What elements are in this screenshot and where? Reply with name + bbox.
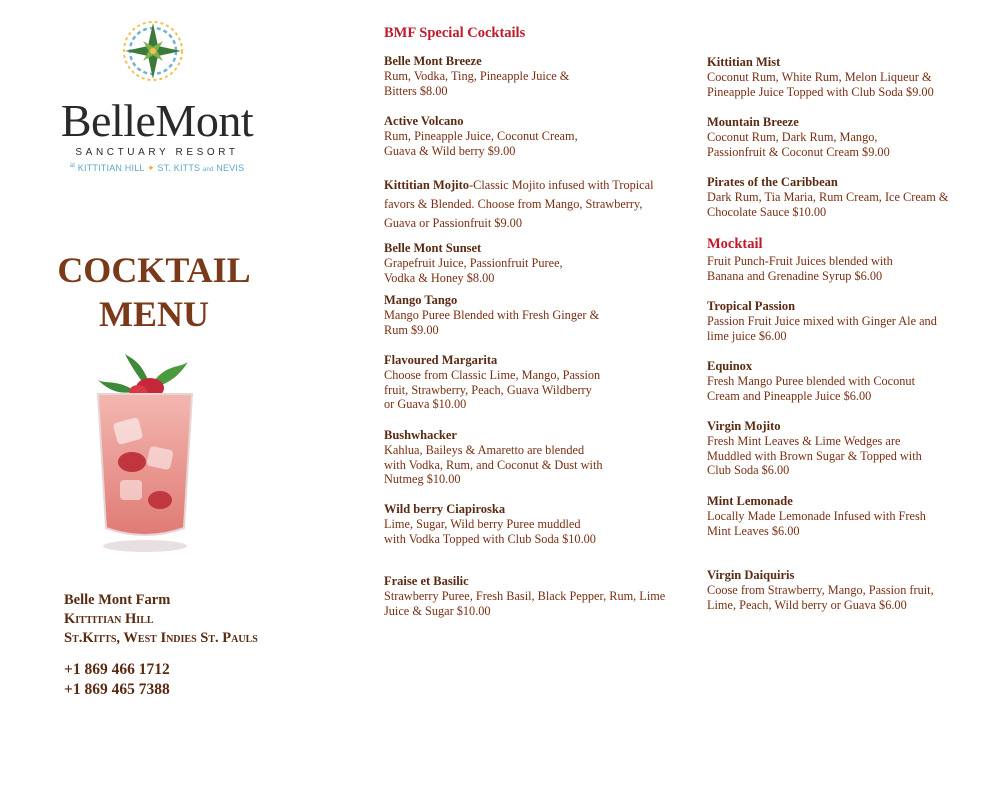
address-line-2: Kittitian Hill — [64, 611, 154, 627]
item-description: Lime, Sugar, Wild berry Puree muddled with Vodka Topped with Club Soda $10.00 — [384, 517, 596, 546]
menu-title — [30, 248, 278, 336]
address-line-3: St.Kitts, West Indies St. Pauls — [64, 630, 258, 646]
menu-item — [384, 428, 664, 487]
menu-item — [707, 419, 987, 478]
menu-item — [707, 115, 987, 159]
brand-location-and: and — [202, 167, 214, 173]
item-description: Dark Rum, Tia Maria, Rum Cream, Ice Cream & Chocolate Sauce $10.00 — [707, 190, 949, 219]
address-line-1: Belle Mont Farm — [64, 592, 171, 608]
item-name: Tropical Passion — [707, 299, 796, 313]
item-description: Strawberry Puree, Fresh Basil, Black Pepper, Rum, Lime Juice & Sugar $10.00 — [384, 589, 666, 618]
menu-item — [384, 574, 664, 618]
phone-number-2: +1 869 465 7388 — [64, 681, 170, 698]
item-name: Kittitian Mist — [707, 55, 781, 69]
brand-location — [46, 163, 268, 174]
mocktail-heading: Mocktail — [707, 236, 763, 252]
compass-star-logo-icon — [120, 18, 186, 84]
item-description: Rum, Pineapple Juice, Coconut Cream, Guava & Wild berry $9.00 — [384, 129, 578, 158]
brand-location-hill: KITTITIAN HILL — [77, 163, 145, 173]
item-name: Belle Mont Sunset — [384, 241, 482, 255]
menu-title-line2: MENU — [99, 294, 209, 334]
item-name: Mint Lemonade — [707, 494, 793, 508]
item-description: Mango Puree Blended with Fresh Ginger & Rum $9.00 — [384, 308, 600, 337]
menu-item — [707, 299, 987, 343]
star-icon: ✦ — [146, 163, 155, 173]
brand-subtitle: SANCTUARY RESORT — [75, 147, 239, 158]
item-description: Fresh Mango Puree blended with Coconut Cream and Pineapple Juice $6.00 — [707, 374, 915, 403]
item-name: Bushwhacker — [384, 428, 457, 442]
item-description: Fruit Punch-Fruit Juices blended with Banana and Grenadine Syrup $6.00 — [707, 254, 893, 283]
item-name: Virgin Daiquiris — [707, 568, 795, 582]
item-description: Rum, Vodka, Ting, Pineapple Juice & Bitters $8.00 — [384, 69, 570, 98]
item-description: Grapefruit Juice, Passionfruit Puree, Vodka & Honey $8.00 — [384, 256, 563, 285]
item-description: Kahlua, Baileys & Amaretto are blended with Vodka, Rum, and Coconut & Dust with Nutmeg $10.00 — [384, 443, 603, 486]
menu-item — [707, 254, 987, 283]
item-name: Active Volcano — [384, 114, 464, 128]
item-description: Fresh Mint Leaves & Lime Wedges are Muddled with Brown Sugar & Topped with Club Soda $6.00 — [707, 434, 922, 477]
item-name: Fraise et Basilic — [384, 574, 469, 588]
menu-item — [707, 359, 987, 403]
special-cocktails-heading: BMF Special Cocktails — [384, 25, 526, 41]
cocktail-glass-image — [70, 350, 220, 560]
item-name: Kittitian Mojito — [384, 178, 470, 192]
menu-item — [707, 568, 987, 612]
item-name: Equinox — [707, 359, 753, 373]
item-description: Coconut Rum, White Rum, Melon Liqueur & Pineapple Juice Topped with Club Soda $9.00 — [707, 70, 934, 99]
menu-item — [707, 175, 987, 219]
menu-item — [384, 241, 664, 285]
menu-item — [384, 174, 664, 231]
menu-item — [384, 114, 664, 158]
item-description: Choose from Classic Lime, Mango, Passion fruit, Strawberry, Peach, Guava Wildberry or Guava $10.00 — [384, 368, 601, 411]
phone-number-1: +1 869 466 1712 — [64, 661, 170, 678]
menu-item — [384, 353, 664, 412]
menu-item — [384, 293, 664, 337]
item-name: Mountain Breeze — [707, 115, 799, 129]
item-name: Mango Tango — [384, 293, 458, 307]
menu-item — [707, 494, 987, 538]
menu-item — [384, 54, 664, 98]
brand-location-kitts: ST. KITTS — [157, 163, 201, 173]
item-name: Virgin Mojito — [707, 419, 781, 433]
item-description: Passion Fruit Juice mixed with Ginger Ale and lime juice $6.00 — [707, 314, 937, 343]
menu-item — [707, 55, 987, 99]
item-name: Belle Mont Breeze — [384, 54, 482, 68]
brand-name: BelleMont — [60, 95, 254, 146]
menu-item — [384, 502, 664, 546]
menu-title-line1: COCKTAIL — [57, 250, 251, 290]
item-description: -Classic Mojito infused with Tropical favors & Blended. Choose from Mango, Strawberry, Guava or Passionfruit $9.00 — [384, 178, 654, 230]
brand-location-nevis: NEVIS — [216, 163, 245, 173]
item-name: Pirates of the Caribbean — [707, 175, 838, 189]
item-description: Locally Made Lemonade Infused with Fresh Mint Leaves $6.00 — [707, 509, 926, 538]
item-name: Flavoured Margarita — [384, 353, 498, 367]
item-description: Coose from Strawberry, Mango, Passion fruit, Lime, Peach, Wild berry or Guava $6.00 — [707, 583, 934, 612]
brand-location-at: at — [69, 163, 76, 169]
item-description: Coconut Rum, Dark Rum, Mango, Passionfruit & Coconut Cream $9.00 — [707, 130, 890, 159]
item-name: Wild berry Ciapiroska — [384, 502, 506, 516]
